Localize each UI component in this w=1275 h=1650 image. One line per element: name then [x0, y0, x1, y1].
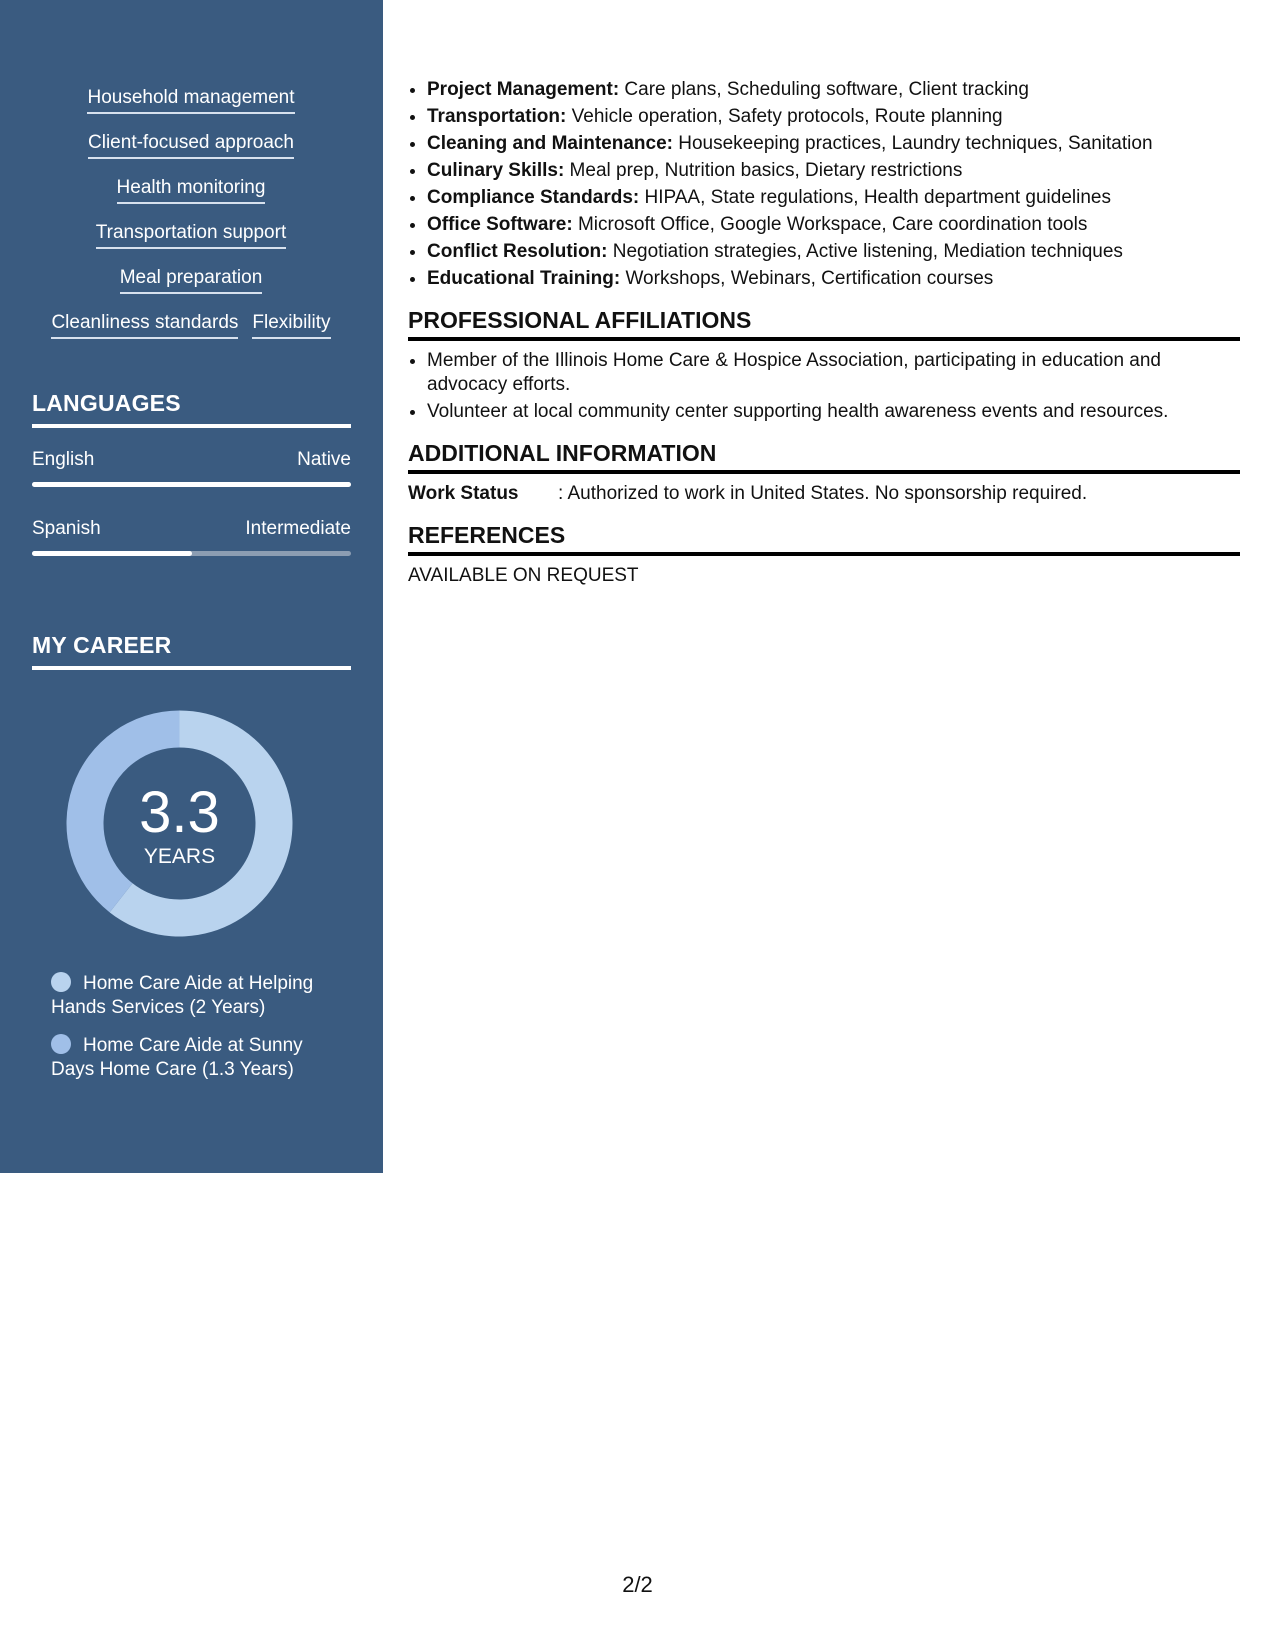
career-unit: YEARS [143, 845, 216, 868]
sidebar [0, 0, 383, 1173]
skill-category: Transportation: [427, 106, 567, 127]
career-dot-icon [51, 1034, 71, 1054]
skill-category: Cleaning and Maintenance: [427, 133, 673, 154]
career-item [51, 972, 331, 1020]
languages-heading: LANGUAGES [32, 390, 351, 428]
work-status-label: Work Status [408, 483, 519, 504]
skills-list [408, 78, 1240, 291]
skill-tag: Flexibility [252, 311, 330, 339]
affiliations-list [408, 349, 1240, 424]
language-bar-fill [32, 551, 192, 556]
skill-details: Meal prep, Nutrition basics, Dietary restrictions [564, 160, 963, 181]
language-bar [32, 551, 351, 556]
skill-details: Microsoft Office, Google Workspace, Care coordination tools [572, 214, 1088, 235]
skill-category: Conflict Resolution: [427, 241, 608, 262]
skill-details: Vehicle operation, Safety protocols, Route planning [566, 106, 1003, 127]
work-status-row [408, 482, 1240, 506]
skill-category: Culinary Skills: [427, 160, 565, 181]
skill-category: Compliance Standards: [427, 187, 640, 208]
language-bar-fill [32, 482, 351, 487]
language-name: English [32, 449, 95, 470]
skill-category: Project Management: [427, 79, 620, 100]
skill-details: Workshops, Webinars, Certification courses [620, 268, 994, 289]
skill-item [427, 240, 1240, 264]
skill-item [427, 132, 1240, 156]
affiliation-item: • Member of the Illinois Home Care & Hospice Association, participating in education and advocacy efforts. [427, 349, 1240, 397]
skill-details: Negotiation strategies, Active listening, Mediation techniques [607, 241, 1123, 262]
skill-tag: Cleanliness standards [51, 311, 238, 339]
page-number: 2/2 [622, 1572, 653, 1597]
skill-category: Educational Training: [427, 268, 621, 289]
skill-tag: Health monitoring [117, 176, 266, 204]
skill-item [427, 159, 1240, 183]
skill-item [427, 78, 1240, 102]
language-bar [32, 482, 351, 487]
skill-item [427, 105, 1240, 129]
career-item-text: Home Care Aide at Sunny Days Home Care (1.3 Years) [51, 1035, 303, 1080]
references-heading: REFERENCES [408, 522, 1240, 556]
language-level: Intermediate [245, 518, 351, 539]
career-heading: MY CAREER [32, 632, 351, 670]
references-text: AVAILABLE ON REQUEST [408, 565, 639, 586]
language-name: Spanish [32, 518, 101, 539]
skill-item [427, 267, 1240, 291]
skill-tag: Meal preparation [120, 266, 263, 294]
skill-tag: Household management [87, 86, 294, 114]
skill-item [427, 213, 1240, 237]
career-donut [66, 710, 293, 937]
language-english [32, 449, 351, 487]
skill-details: Care plans, Scheduling software, Client tracking [619, 79, 1029, 100]
skill-category: Office Software: [427, 214, 573, 235]
skill-item [427, 186, 1240, 210]
language-level: Native [297, 449, 351, 470]
skill-details: HIPAA, State regulations, Health department guidelines [639, 187, 1111, 208]
affiliations-heading: PROFESSIONAL AFFILIATIONS [408, 307, 1240, 341]
affiliation-item: • Volunteer at local community center supporting health awareness events and resources. [427, 400, 1240, 424]
main-content [408, 78, 1240, 588]
skill-details: Housekeeping practices, Laundry techniques, Sanitation [672, 133, 1153, 154]
career-item-text: Home Care Aide at Helping Hands Services (2 Years) [51, 973, 314, 1018]
career-dot-icon [51, 972, 71, 992]
additional-info-heading: ADDITIONAL INFORMATION [408, 440, 1240, 474]
language-spanish [32, 518, 351, 556]
career-item [51, 1034, 331, 1082]
skills-tags [32, 86, 350, 356]
career-total: 3.3 [139, 780, 220, 845]
work-status-value: : Authorized to work in United States. No sponsorship required. [558, 483, 1088, 504]
skill-tag: Client-focused approach [88, 131, 294, 159]
skill-tag: Transportation support [96, 221, 286, 249]
